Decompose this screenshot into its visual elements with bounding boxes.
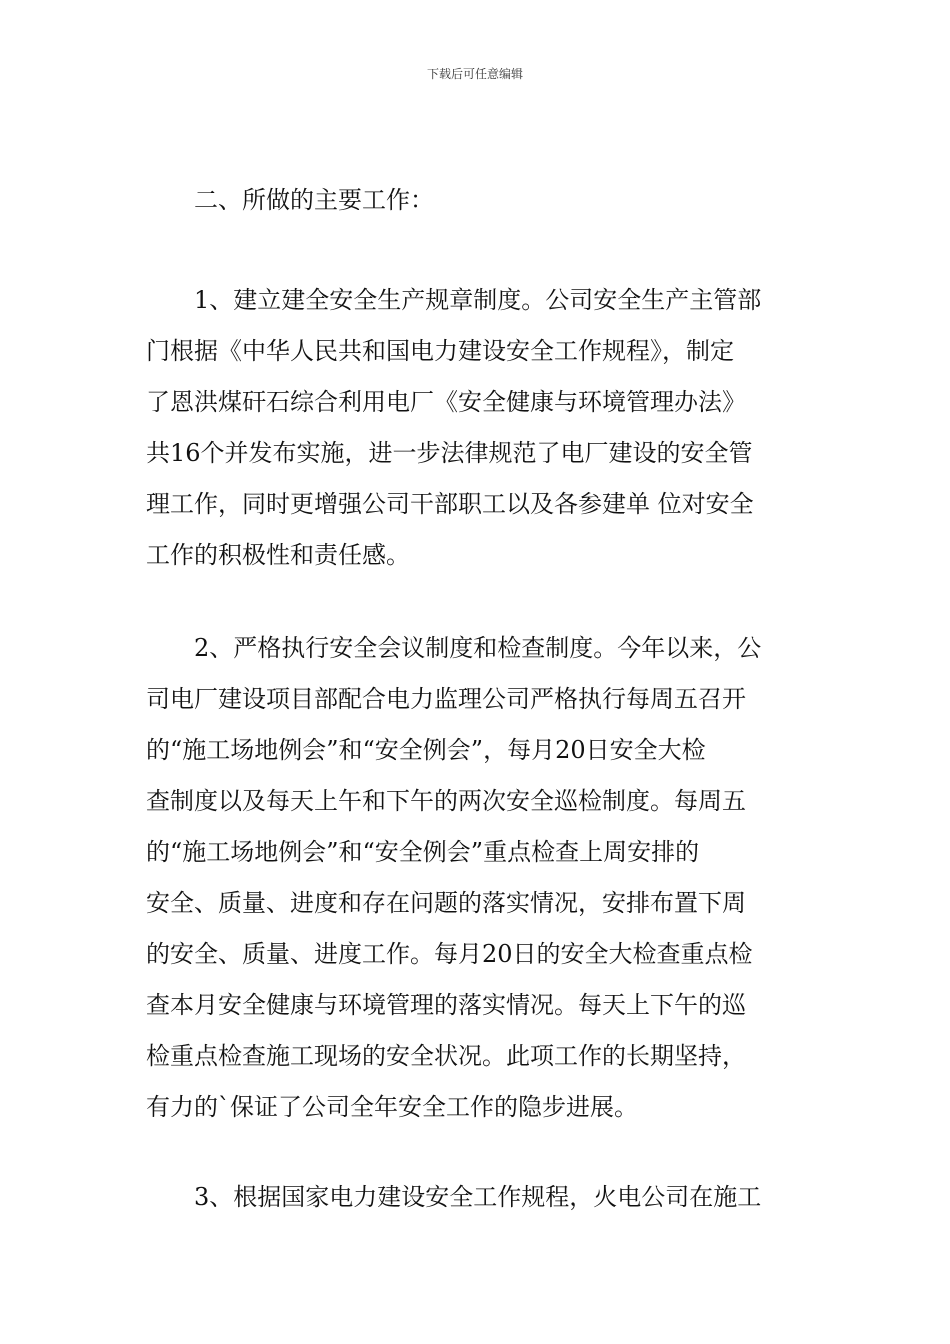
section-heading: 二、所做的主要工作： — [194, 186, 434, 214]
paragraph-line: 查制度以及每天上午和下午的两次安全巡检制度。每周五 — [146, 787, 746, 815]
paragraph-line: 1、建立建全安全生产规章制度。公司安全生产主管部 — [194, 286, 762, 314]
paragraph-line: 2、严格执行安全会议制度和检查制度。今年以来，公 — [194, 634, 762, 662]
page-header-note: 下载后可任意编辑 — [426, 67, 523, 81]
paragraph-line: 安全、质量、进度和存在问题的落实情况，安排布置下周 — [146, 889, 746, 917]
paragraph-line: 门根据《中华人民共和国电力建设安全工作规程》，制定 — [146, 337, 734, 365]
paragraph-1 — [146, 275, 806, 581]
paragraph-3 — [146, 1172, 806, 1223]
paragraph-line: 司电厂建设项目部配合电力监理公司严格执行每周五召开 — [146, 685, 746, 713]
paragraph-line: 的“施工场地例会”和“安全例会”重点检查上周安排的 — [146, 838, 700, 866]
paragraph-line: 3、根据国家电力建设安全工作规程，火电公司在施工 — [194, 1183, 762, 1211]
paragraph-line: 查本月安全健康与环境管理的落实情况。每天上下午的巡 — [146, 991, 746, 1019]
paragraph-line: 检重点检查施工现场的安全状况。此项工作的长期坚持， — [146, 1042, 746, 1070]
paragraph-line: 有力的`保证了公司全年安全工作的隐步进展。 — [146, 1093, 638, 1121]
paragraph-line: 的安全、质量、进度工作。每月20日的安全大检查重点检 — [146, 940, 753, 968]
paragraph-line: 的“施工场地例会”和“安全例会”，每月20日安全大检 — [146, 736, 706, 764]
paragraph-2 — [146, 623, 806, 1133]
paragraph-line: 工作的积极性和责任感。 — [146, 541, 410, 569]
paragraph-line: 共16个并发布实施，进一步法律规范了电厂建设的安全管 — [146, 439, 753, 467]
paragraph-line: 了恩洪煤矸石综合利用电厂《安全健康与环境管理办法》 — [146, 388, 746, 416]
paragraph-line: 理工作，同时更增强公司干部职工以及各参建单 位对安全 — [146, 490, 754, 518]
